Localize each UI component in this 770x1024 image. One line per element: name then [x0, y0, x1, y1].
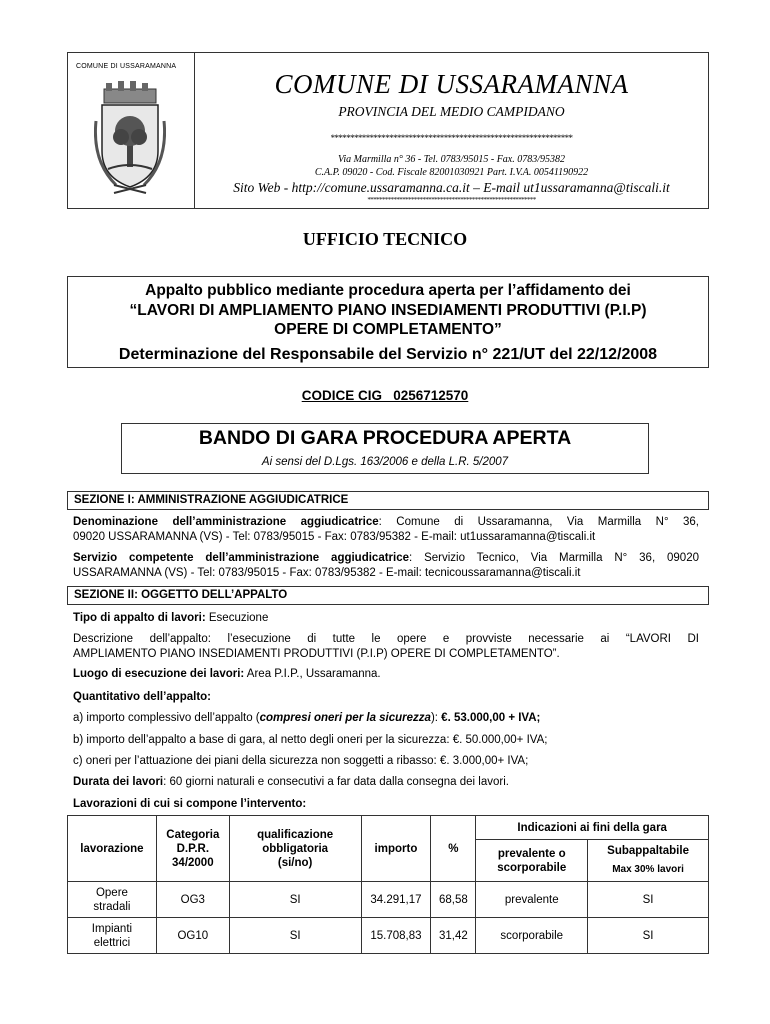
separator-stars-top: ************************************************************** [330, 133, 573, 143]
coat-of-arms-icon [94, 81, 166, 199]
denominazione-label: Denominazione dell’amministrazione aggiudicatrice [73, 516, 379, 528]
bando-subtitle: Ai sensi del D.Lgs. 163/2006 e della L.R. 5/2007 [261, 456, 509, 468]
table-row [68, 918, 709, 954]
servizio-value: : Servizio Tecnico, Via Marmilla N° 36, 09020 [409, 552, 699, 564]
cig-code: CODICE CIG 0256712570 [301, 388, 469, 403]
header-importo: importo [361, 816, 431, 882]
denominazione-line-1 [73, 515, 699, 530]
servizio-line-2: USSARAMANNA (VS) - Tel: 0783/95015 - Fax: 0783/95382 - E-mail: tecnicoussaramanna@tiscali.it [73, 567, 581, 579]
importo-a: a) importo complessivo dell’appalto (compresi oneri per la sicurezza): €. 53.000,00 + IVA; [73, 712, 541, 724]
row-categoria: OG10 [156, 918, 229, 954]
row-qualificazione: SI [229, 918, 361, 954]
header-indicazioni: Indicazioni ai fini della gara [476, 816, 709, 840]
bando-title: BANDO DI GARA PROCEDURA APERTA [198, 427, 572, 449]
row-subappaltabile: SI [588, 918, 709, 954]
row-importo: 15.708,83 [361, 918, 431, 954]
durata-lavori [73, 775, 699, 790]
logo-caption: COMUNE DI USSARAMANNA [76, 63, 177, 70]
durata-label: Durata dei lavori [73, 776, 164, 788]
contract-box [67, 276, 709, 368]
letterhead-text [195, 53, 708, 208]
servizio-line-1 [73, 551, 699, 566]
bando-box [121, 423, 649, 474]
importo-b: b) importo dell’appalto a base di gara, al netto degli oneri per la sicurezza: €. 50.000,00+ IVA; [73, 734, 548, 746]
oneri-sicurezza-emphasis: compresi oneri per la sicurezza [259, 712, 431, 724]
section-2-header: SEZIONE II: OGGETTO DELL’APPALTO [67, 586, 709, 605]
row-categoria: OG3 [156, 882, 229, 918]
row-lavorazione: Opere stradali [68, 882, 157, 918]
coat-of-arms-panel [68, 53, 195, 208]
table-row [68, 882, 709, 918]
descrizione-line-1: Descrizione dell’appalto: l’esecuzione di tutte le opere e provviste necessarie ai “LAVORI DI [73, 633, 699, 645]
contract-line-3: OPERE DI COMPLETAMENTO” [274, 321, 502, 338]
section-1-header: SEZIONE I: AMMINISTRAZIONE AGGIUDICATRICE [67, 491, 709, 510]
row-subappaltabile: SI [588, 882, 709, 918]
importo-complessivo: €. 53.000,00 + IVA; [441, 712, 541, 724]
address-line-2: C.A.P. 09020 - Cod. Fiscale 82001030921 Part. I.V.A. 00541190922 [314, 167, 589, 178]
header-percent: % [431, 816, 476, 882]
row-lavorazione: Impianti elettrici [68, 918, 157, 954]
header-subappaltabile: Subappaltabile Max 30% lavori [588, 840, 709, 882]
tipo-appalto [73, 611, 699, 626]
header-categoria: Categoria D.P.R. 34/2000 [156, 816, 229, 882]
contract-line-2: “LAVORI DI AMPLIAMENTO PIANO INSEDIAMENTI PRODUTTIVI (P.I.P) [129, 302, 647, 319]
row-prevalente: scorporabile [476, 918, 588, 954]
luogo-value: Area P.I.P., Ussaramanna. [244, 668, 381, 680]
municipality-title: COMUNE DI USSARAMANNA [274, 69, 629, 99]
province: PROVINCIA DEL MEDIO CAMPIDANO [338, 104, 565, 119]
durata-value: : 60 giorni naturali e consecutivi a far data dalla consegna dei lavori. [163, 776, 509, 788]
servizio-label: Servizio competente dell’amministrazione aggiudicatrice [73, 552, 410, 564]
header-prevalente: prevalente o scorporabile [476, 840, 588, 882]
row-prevalente: prevalente [476, 882, 588, 918]
descrizione-line-2: AMPLIAMENTO PIANO INSEDIAMENTI PRODUTTIVI (P.I.P) OPERE DI COMPLETAMENTO”. [73, 648, 560, 660]
importo-c: c) oneri per l’attuazione dei piani della sicurezza non soggetti a ribasso: €. 3.000,00+ IVA; [73, 755, 529, 767]
separator-stars-bottom: ********************************************************** [367, 196, 536, 204]
table-header-row [68, 816, 709, 840]
lavorazioni-label: Lavorazioni di cui si compone l’intervento: [73, 798, 307, 810]
denominazione-line-2: 09020 USSARAMANNA (VS) - Tel: 0783/95015 - Fax: 0783/95382 - E-mail: ut1ussaramanna@tiscali.it [73, 531, 596, 543]
header-max-30: Max 30% lavori [612, 864, 684, 875]
luogo-label: Luogo di esecuzione dei lavori: [73, 668, 245, 680]
denominazione-value: : Comune di Ussaramanna, Via Marmilla N° 36, [378, 516, 699, 528]
quantitativo-label: Quantitativo dell’appalto: [73, 691, 212, 703]
contract-line-1: Appalto pubblico mediante procedura aperta per l’affidamento dei [145, 282, 631, 299]
row-percent: 31,42 [431, 918, 476, 954]
letterhead [67, 52, 709, 209]
tipo-label: Tipo di appalto di lavori: [73, 612, 206, 624]
determination-line: Determinazione del Responsabile del Servizio n° 221/UT del 22/12/2008 [118, 346, 658, 363]
tipo-value: Esecuzione [205, 612, 269, 624]
website-email-line: Sito Web - http://comune.ussaramanna.ca.it – E-mail ut1ussaramanna@tiscali.it [233, 180, 670, 195]
office-heading: UFFICIO TECNICO [302, 229, 468, 249]
luogo-esecuzione [73, 667, 699, 682]
header-lavorazione: lavorazione [68, 816, 157, 882]
address-line-1: Via Marmilla n° 36 - Tel. 0783/95015 - Fax. 0783/95382 [337, 154, 566, 165]
row-qualificazione: SI [229, 882, 361, 918]
row-percent: 68,58 [431, 882, 476, 918]
row-importo: 34.291,17 [361, 882, 431, 918]
header-qualificazione: qualificazione obbligatoria (si/no) [229, 816, 361, 882]
lavorazioni-table [67, 815, 709, 954]
